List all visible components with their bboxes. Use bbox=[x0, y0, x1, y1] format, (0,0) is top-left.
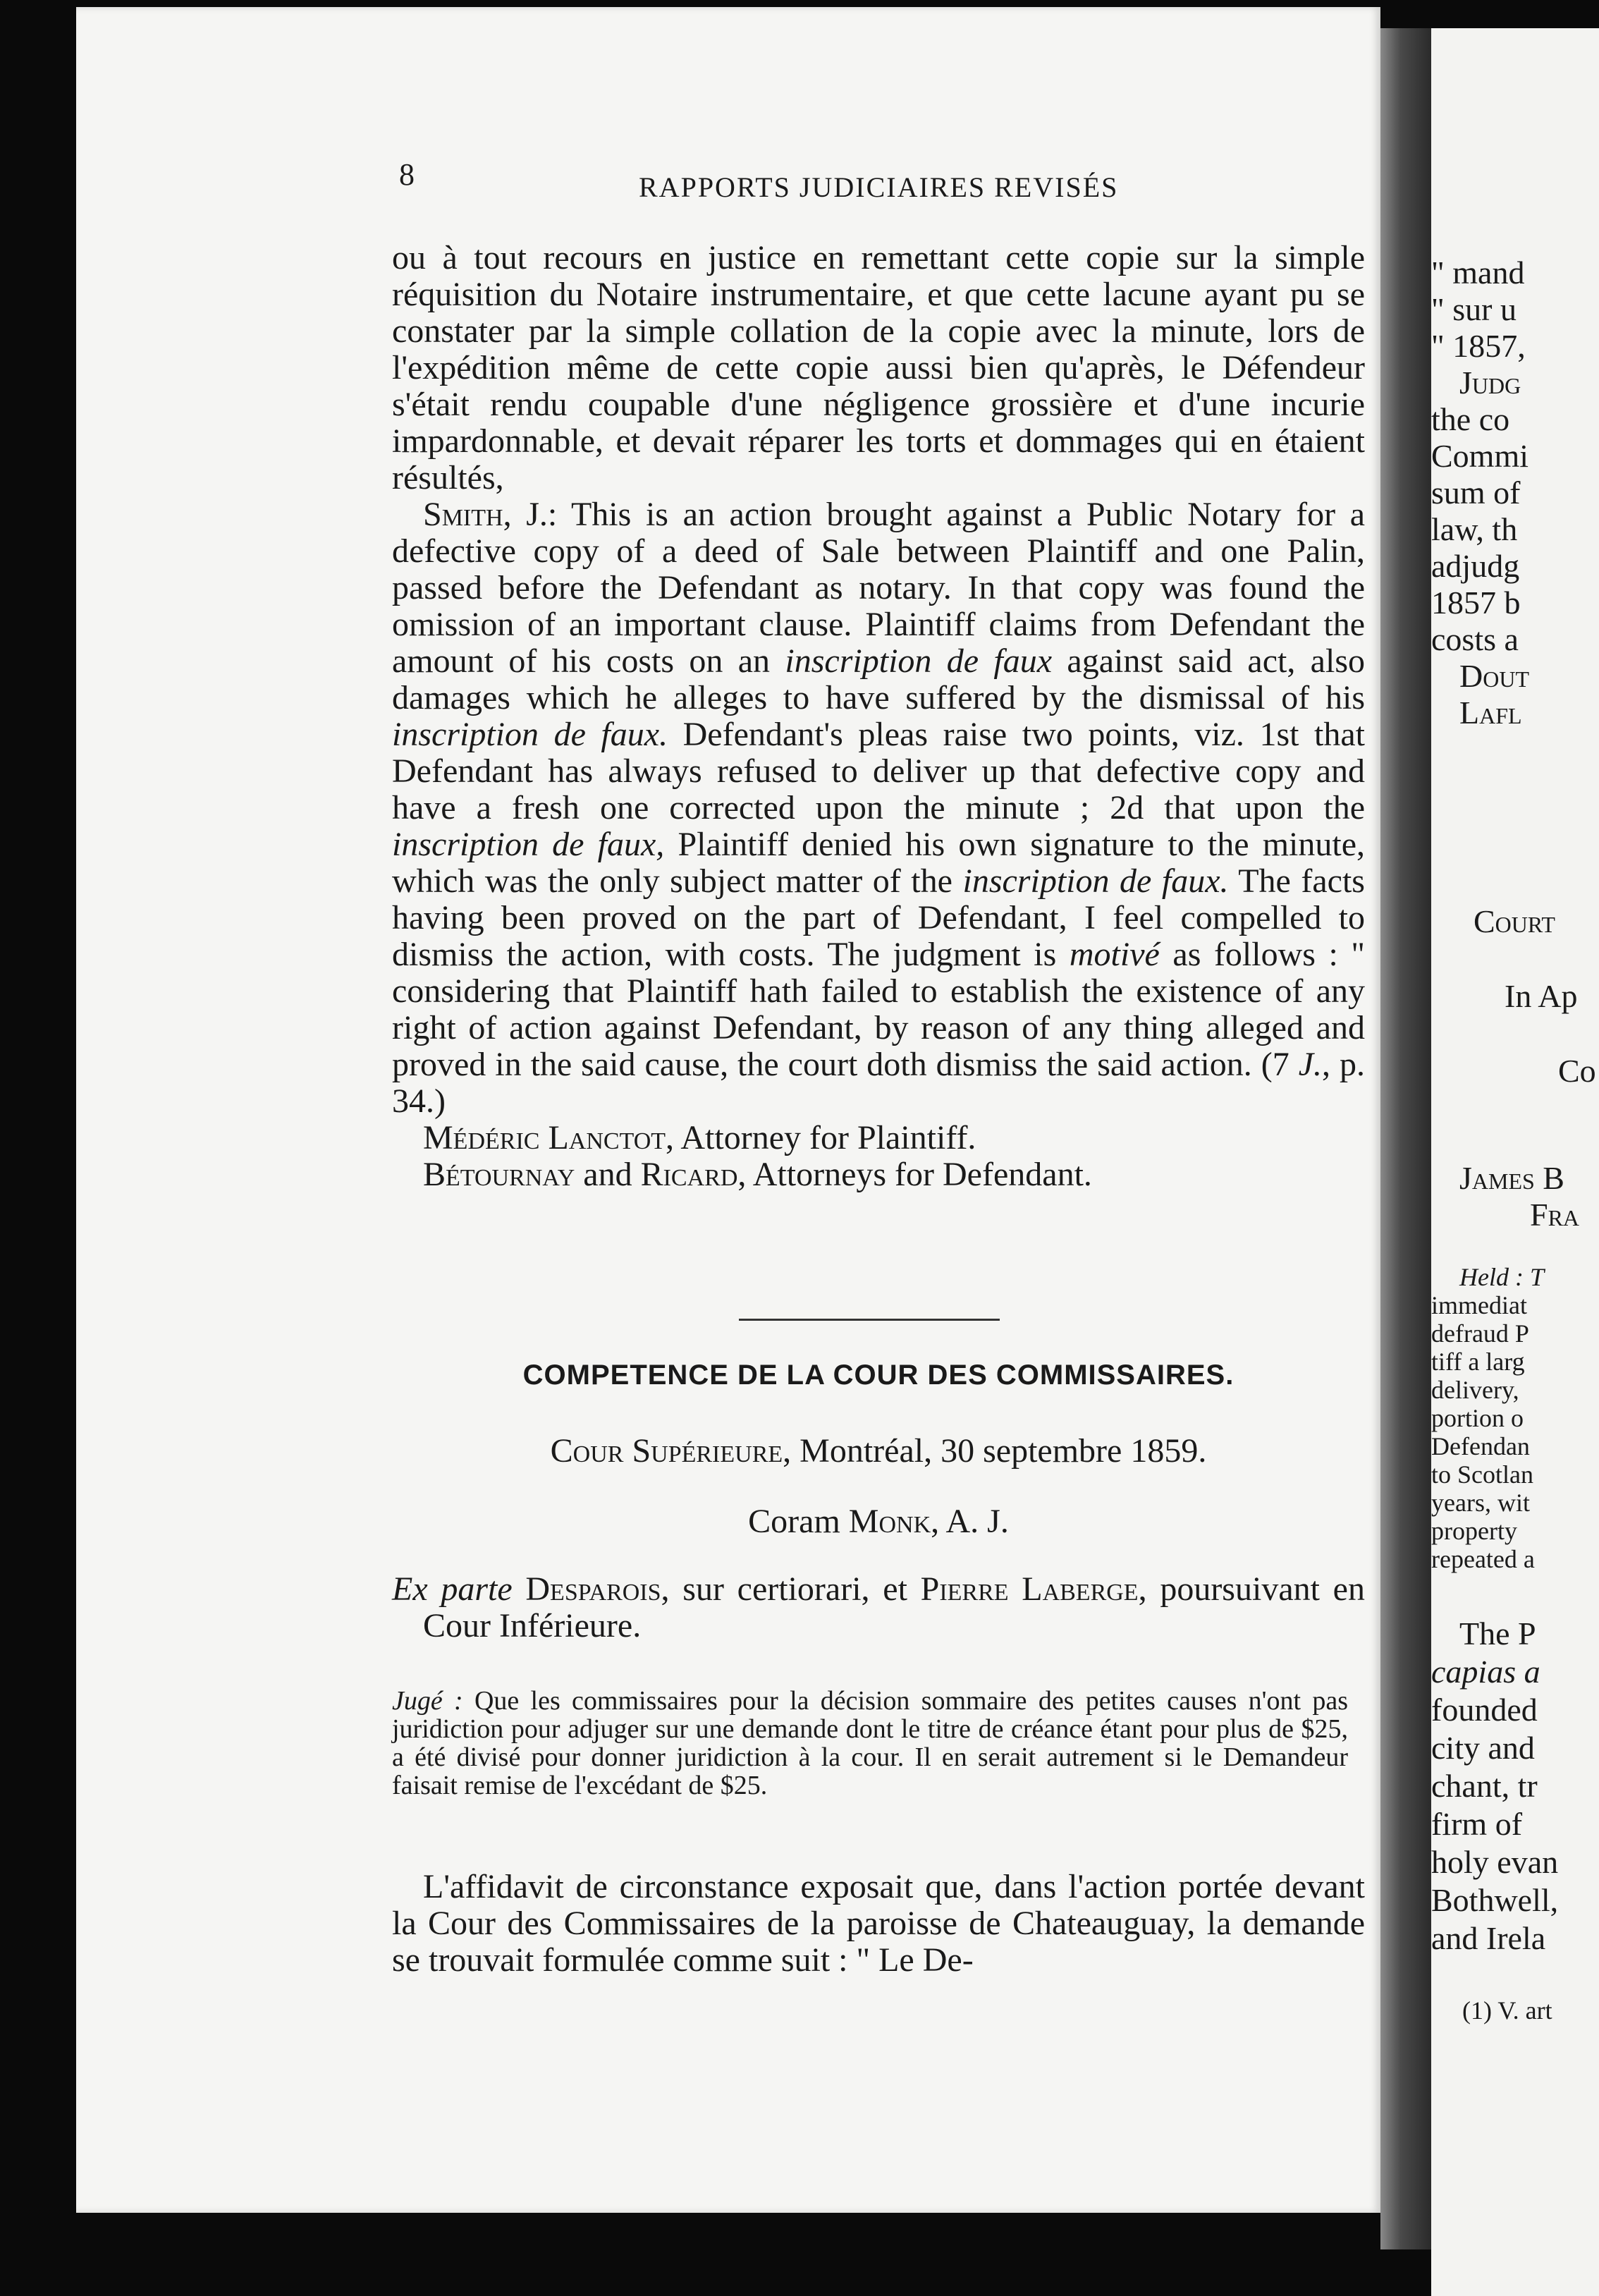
np-held-3: tiff a larg bbox=[1431, 1348, 1525, 1376]
np-held-2: defraud P bbox=[1431, 1319, 1529, 1348]
np-held-8: years, wit bbox=[1431, 1489, 1530, 1517]
np-line-7: law, th bbox=[1431, 511, 1518, 547]
book-gutter bbox=[1380, 28, 1431, 2249]
np-lower-4: chant, tr bbox=[1431, 1768, 1538, 1804]
np-lower-8: and Irela bbox=[1431, 1920, 1546, 1956]
np-line-10: costs a bbox=[1431, 621, 1519, 657]
np-line-5: Commi bbox=[1431, 438, 1529, 474]
np-line-11: Dout bbox=[1459, 658, 1529, 694]
np-line-9: 1857 b bbox=[1431, 585, 1521, 621]
np-lower-1: capias a bbox=[1431, 1654, 1540, 1690]
np-lower-0: The P bbox=[1459, 1616, 1536, 1651]
np-line-2: " 1857, bbox=[1431, 328, 1526, 364]
np-held-7: to Scotlan bbox=[1431, 1460, 1533, 1489]
np-held-9: property bbox=[1431, 1517, 1517, 1545]
np-lower-7: Bothwell, bbox=[1431, 1882, 1559, 1918]
next-page-fragment bbox=[1431, 28, 1599, 2296]
np-line-12: Lafl bbox=[1459, 695, 1522, 731]
np-footnote: (1) V. art bbox=[1462, 1996, 1552, 2025]
np-line-0: " mand bbox=[1431, 255, 1525, 291]
attorney-plaintiff: Médéric Lanctot, Attorney for Plaintiff. bbox=[423, 1119, 976, 1156]
np-lower-2: founded bbox=[1431, 1692, 1538, 1728]
court-line: Cour Supérieure, Montréal, 30 septembre 1859. bbox=[550, 1432, 1207, 1470]
paragraph-2: Smith, J.: This is an action brought against a Public Notary for a defective copy of a deed of Sale between Plaintiff and one Palin, passed before the Defendant as notary. In that copy was found the omission of an important clause. Plaintiff claims from Defendant the amount of his costs on an inscription de faux against said act, also damages which he alleges to have suffered by the dismissal of his inscription de faux. Defendant's pleas raise two points, viz. 1st that Defendant has always refused to deliver up that defective copy and have a fresh one corrected upon the minute ; 2d that upon the inscription de faux, Plaintiff denied his own signature to the minute, which was the only subject matter of the inscription de faux. The facts having been proved on the part of Defendant, I feel compelled to dismiss the action, with costs. The judgment is motivé as follows : " considering that Plaintiff hath failed to establish the existence of any right of action against Defendant, by reason of any thing alleged and proved in the said cause, the court doth dismiss the said action. (7 J., p. 34.) bbox=[392, 496, 1366, 1120]
summary-label: Jugé : bbox=[392, 1686, 463, 1716]
np-held-6: Defendan bbox=[1431, 1432, 1530, 1460]
headnote-summary: Jugé : Que les commissaires pour la décision sommaire des petites causes n'ont pas juridiction pour adjuger sur une demande dont le titre de créance étant pour plus de $25, a été divisé pour donner juridiction à la cour. Il en serait autrement si le Demandeur faisait remise de l'excédant de $25. bbox=[392, 1686, 1348, 1800]
np-in-ap: In Ap bbox=[1505, 978, 1578, 1014]
np-court: Court bbox=[1474, 903, 1555, 939]
case2-paragraph: L'affidavit de circonstance exposait que, dans l'action portée devant la Cour des Commissaires de la paroisse de Chateauguay, la demande se trouvait formulée comme suit : " Le De- bbox=[392, 1868, 1365, 1979]
page-number: 8 bbox=[399, 157, 416, 192]
coram-line: Coram Monk, A. J. bbox=[748, 1503, 1009, 1540]
judge-name: Smith, J. bbox=[423, 496, 548, 533]
np-co: Co bbox=[1558, 1053, 1596, 1089]
running-title: RAPPORTS JUDICIAIRES REVISÉS bbox=[639, 171, 1119, 203]
np-held-5: portion o bbox=[1431, 1404, 1524, 1432]
np-lower-6: holy evan bbox=[1431, 1844, 1559, 1880]
np-lower-5: firm of bbox=[1431, 1806, 1523, 1842]
np-held-1: immediat bbox=[1431, 1291, 1527, 1319]
case-title: COMPETENCE DE LA COUR DES COMMISSAIRES. bbox=[522, 1360, 1235, 1391]
paragraph-1: ou à tout recours en justice en remettant cette copie sur la simple réquisition du Notaire instrumentaire, et que cette lacune ayant pu se constater par la simple collation de la copie avec la minute, lors de l'expédition même de cette copie aussi bien qu'après, le Défendeur s'était rendu coupable d'une négligence grossière et d'une incurie impardonnable, et devait réparer les torts et dommages qui en étaient résultés, bbox=[392, 239, 1365, 496]
np-line-3: Judg bbox=[1459, 365, 1521, 401]
np-james: James B bbox=[1459, 1160, 1564, 1196]
np-lower-3: city and bbox=[1431, 1730, 1535, 1766]
np-held-4: delivery, bbox=[1431, 1376, 1519, 1404]
main-text-column bbox=[392, 240, 1365, 1193]
parties-line: Ex parte Desparois, sur certiorari, et Pierre Laberge, poursuivant en Cour Inférieure. bbox=[392, 1570, 1365, 1644]
np-fra: Fra bbox=[1530, 1197, 1580, 1233]
np-held-10: repeated a bbox=[1431, 1545, 1535, 1573]
np-line-4: the co bbox=[1431, 401, 1510, 437]
section-divider bbox=[739, 1319, 1000, 1321]
np-line-6: sum of bbox=[1431, 475, 1521, 511]
np-held-0: Held : T bbox=[1459, 1263, 1544, 1291]
np-line-1: " sur u bbox=[1431, 291, 1517, 327]
np-line-8: adjudg bbox=[1431, 548, 1520, 584]
attorney-defendant: Bétournay and Ricard, Attorneys for Defendant. bbox=[423, 1156, 1092, 1193]
